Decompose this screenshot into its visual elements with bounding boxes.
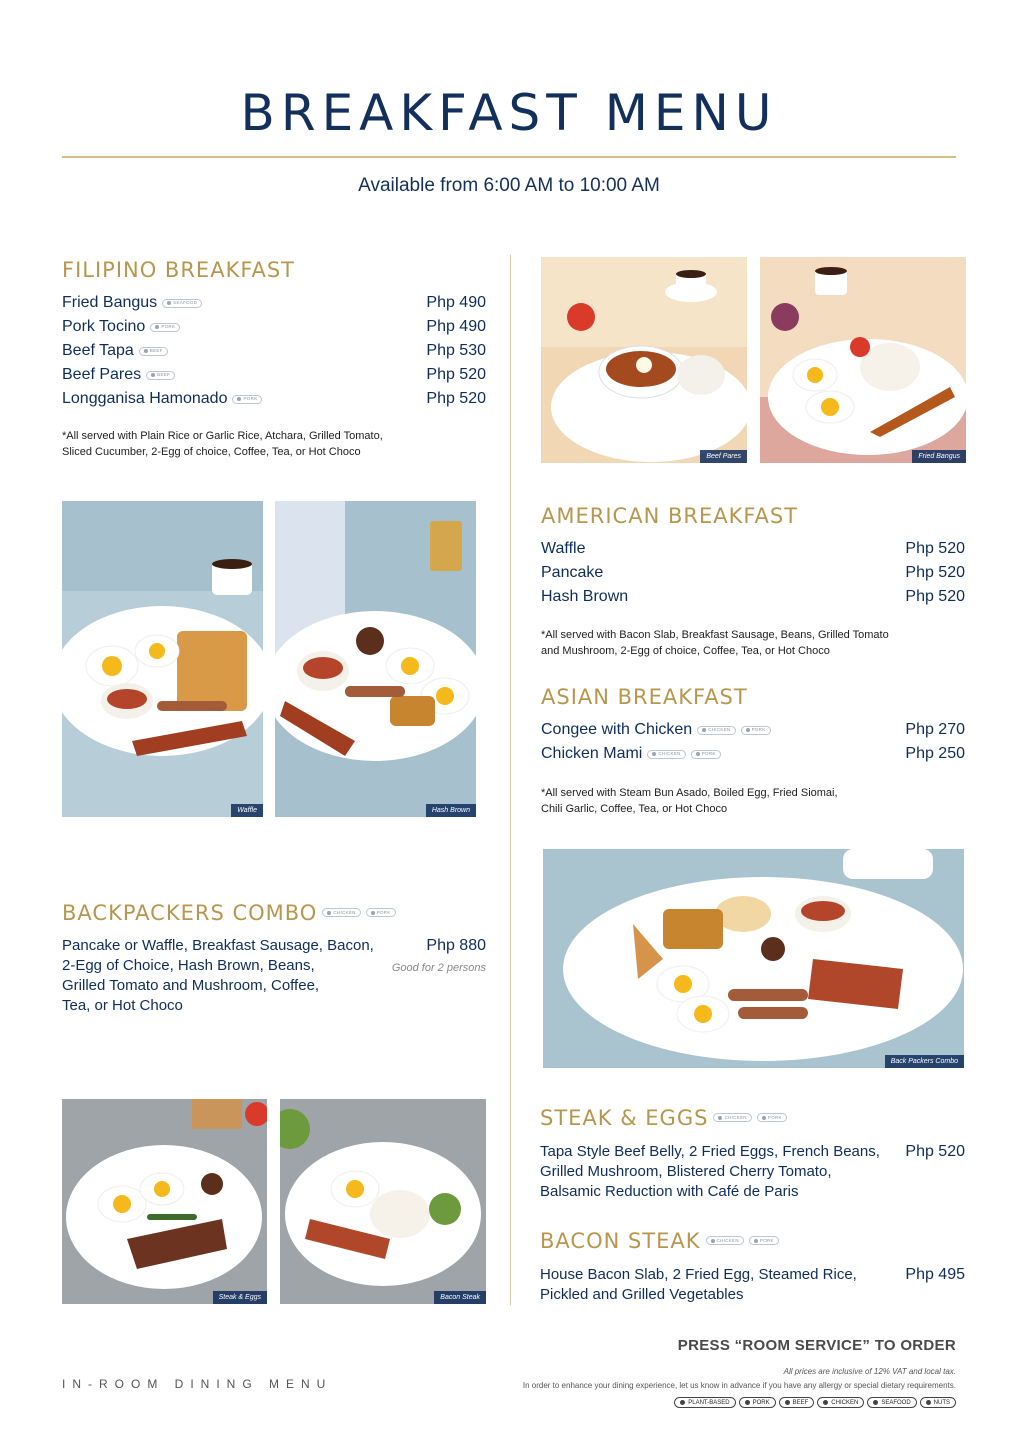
dietary-tag-label: CHICKEN — [716, 1238, 739, 1244]
menu-footer-label: IN-ROOM DINING MENU — [62, 1377, 333, 1391]
description-line: Grilled Tomato and Mushroom, Coffee, — [62, 977, 320, 994]
menu-item — [62, 339, 168, 363]
menu-item — [62, 387, 262, 411]
photo-caption: Back Packers Combo — [885, 1055, 964, 1068]
photo-caption: Steak & Eggs — [213, 1291, 267, 1304]
chicken-icon — [711, 1239, 715, 1243]
dietary-tag — [162, 299, 202, 308]
beef-pares-photo — [541, 257, 747, 463]
steak-eggs-section-title: STEAK & EGGS — [540, 1106, 709, 1130]
steak-eggs-tags — [708, 1109, 786, 1127]
american-note-line: *All served with Bacon Slab, Breakfast Sausage, Beans, Grilled Tomato — [541, 629, 889, 641]
menu-item-price: Php 530 — [426, 342, 486, 359]
description-line: Pancake or Waffle, Breakfast Sausage, Bacon, — [62, 937, 374, 954]
filipino-note-line: *All served with Plain Rice or Garlic Rice, Atchara, Grilled Tomato, — [62, 430, 383, 442]
legend-item — [867, 1397, 916, 1408]
dietary-tag-label: BEEF — [149, 348, 163, 353]
american-note-line: and Mushroom, 2-Egg of choice, Coffee, Tea, or Hot Choco — [541, 644, 830, 657]
dietary-tag-label: CHICKEN — [333, 910, 356, 916]
backpackers-description — [62, 936, 382, 1016]
dietary-tag — [749, 1236, 779, 1245]
steak-eggs-title-row — [540, 1106, 787, 1130]
dietary-tag — [706, 1236, 744, 1245]
description-line: House Bacon Slab, 2 Fried Egg, Steamed Rice, — [540, 1266, 857, 1283]
legend-label: CHICKEN — [831, 1399, 859, 1406]
steak-eggs-description — [540, 1142, 880, 1202]
description-line: Tapa Style Beef Belly, 2 Fried Eggs, French Beans, — [540, 1143, 880, 1160]
american-section-title: AMERICAN BREAKFAST — [541, 504, 799, 528]
menu-item-name: Beef Tapa — [62, 342, 134, 359]
menu-item — [541, 742, 721, 766]
allergy-note: In order to enhance your dining experience, let us know in advance if you have any allergy or special dietary requirements. — [522, 1381, 956, 1390]
dietary-tag-label: PORK — [701, 751, 716, 756]
menu-item-price: Php 490 — [426, 318, 486, 335]
dietary-tag — [150, 323, 180, 332]
description-line: Pickled and Grilled Vegetables — [540, 1286, 744, 1303]
menu-item-name: Pork Tocino — [62, 318, 146, 335]
order-instruction: PRESS “ROOM SERVICE” TO ORDER — [677, 1337, 956, 1354]
dietary-tag — [741, 726, 771, 735]
pork-icon — [237, 397, 241, 401]
dietary-tag — [139, 347, 168, 356]
menu-item — [541, 561, 603, 585]
menu-item — [541, 585, 628, 609]
beef-icon — [144, 349, 148, 353]
chicken-icon — [718, 1116, 722, 1120]
menu-item — [62, 315, 180, 339]
title-divider — [62, 156, 956, 158]
bacon-steak-photo — [280, 1099, 486, 1304]
dietary-tag — [322, 908, 360, 917]
description-line: 2-Egg of Choice, Hash Brown, Beans, — [62, 957, 315, 974]
legend-label: NUTS — [933, 1399, 950, 1406]
beef-icon — [151, 373, 155, 377]
steak-eggs-price: Php 520 — [905, 1143, 965, 1160]
page-title: BREAKFAST MENU — [240, 84, 778, 142]
dietary-tag — [232, 395, 262, 404]
chicken-icon — [652, 752, 656, 756]
photo-caption: Beef Pares — [700, 450, 747, 463]
menu-item-name: Longganisa Hamonado — [62, 390, 228, 407]
legend-label: PORK — [752, 1399, 770, 1406]
bacon-steak-price: Php 495 — [905, 1266, 965, 1283]
menu-item-price: Php 520 — [905, 564, 965, 581]
backpackers-price: Php 880 — [426, 937, 486, 954]
dietary-tag — [647, 750, 685, 759]
plant-based-icon — [680, 1400, 685, 1405]
dietary-tag — [697, 726, 735, 735]
pork-icon — [762, 1116, 766, 1120]
backpackers-title-row — [62, 901, 396, 925]
dietary-tag-label: PORK — [759, 1238, 774, 1244]
menu-item-price: Php 520 — [426, 390, 486, 407]
description-line: Balsamic Reduction with Café de Paris — [540, 1183, 799, 1200]
dietary-tag-label: CHICKEN — [658, 751, 681, 756]
pork-icon — [746, 728, 750, 732]
pork-icon — [745, 1400, 750, 1405]
menu-item-name: Beef Pares — [62, 366, 142, 383]
seafood-icon — [167, 301, 171, 305]
legend-label: BEEF — [792, 1399, 809, 1406]
menu-item-price: Php 270 — [905, 721, 965, 738]
menu-item-price: Php 520 — [905, 588, 965, 605]
menu-item-price: Php 520 — [426, 366, 486, 383]
menu-item-name: Hash Brown — [541, 588, 629, 605]
legend-item — [920, 1397, 956, 1408]
menu-item-price: Php 520 — [905, 540, 965, 557]
photo-caption: Bacon Steak — [434, 1291, 486, 1304]
legend-item — [779, 1397, 815, 1408]
menu-item — [62, 363, 175, 387]
dietary-legend — [674, 1397, 956, 1408]
filipino-note-line: Sliced Cucumber, 2-Egg of choice, Coffee, Tea, or Hot Choco — [62, 445, 361, 458]
filipino-section-title: FILIPINO BREAKFAST — [62, 258, 296, 282]
asian-note-line: Chili Garlic, Coffee, Tea, or Hot Choco — [541, 802, 728, 815]
seafood-icon — [873, 1400, 878, 1405]
bacon-steak-title-row — [540, 1229, 779, 1253]
chicken-icon — [823, 1400, 828, 1405]
legend-item — [739, 1397, 776, 1408]
description-line: Grilled Mushroom, Blistered Cherry Tomato, — [540, 1163, 832, 1180]
dietary-tag-label: SEAFOOD — [173, 300, 198, 305]
dietary-tag — [757, 1113, 787, 1122]
backpackers-serving-note: Good for 2 persons — [391, 962, 486, 974]
nuts-icon — [926, 1400, 931, 1405]
dietary-tag-label: PORK — [376, 910, 391, 916]
legend-item — [817, 1397, 864, 1408]
legend-item — [674, 1397, 735, 1408]
menu-item — [541, 537, 585, 561]
dietary-tag-label: PORK — [161, 324, 176, 329]
backpackers-tags — [317, 904, 395, 922]
fried-bangus-photo — [760, 257, 966, 463]
pork-icon — [754, 1239, 758, 1243]
menu-item-name: Waffle — [541, 540, 586, 557]
availability-text: Available from 6:00 AM to 10:00 AM — [358, 175, 660, 196]
backpackers-section-title: BACKPACKERS COMBO — [62, 901, 318, 925]
bacon-steak-description — [540, 1265, 880, 1305]
asian-section-title: ASIAN BREAKFAST — [541, 685, 748, 709]
dietary-tag-label: PORK — [751, 727, 766, 732]
photo-caption: Hash Brown — [426, 804, 476, 817]
description-line: Tea, or Hot Choco — [62, 997, 183, 1014]
dietary-tag-label: CHICKEN — [708, 727, 731, 732]
menu-item-price: Php 250 — [905, 745, 965, 762]
dietary-tag — [146, 371, 175, 380]
menu-item — [541, 718, 771, 742]
menu-item-price: Php 490 — [426, 294, 486, 311]
waffle-photo — [62, 501, 263, 817]
photo-caption: Fried Bangus — [912, 450, 966, 463]
chicken-icon — [327, 911, 331, 915]
dietary-tag-label: PORK — [767, 1115, 782, 1121]
pork-icon — [155, 325, 159, 329]
bacon-steak-tags — [701, 1232, 779, 1250]
pork-icon — [696, 752, 700, 756]
menu-item-name: Pancake — [541, 564, 604, 581]
back-packers-combo-photo — [543, 849, 964, 1068]
beef-icon — [785, 1400, 790, 1405]
photo-caption: Waffle — [231, 804, 263, 817]
pork-icon — [371, 911, 375, 915]
menu-item — [62, 291, 202, 315]
dietary-tag-label: CHICKEN — [724, 1115, 747, 1121]
vat-note: All prices are inclusive of 12% VAT and local tax. — [783, 1367, 956, 1376]
dietary-tag — [366, 908, 396, 917]
dietary-tag-label: PORK — [243, 396, 258, 401]
bacon-steak-section-title: BACON STEAK — [540, 1229, 701, 1253]
dietary-tag — [691, 750, 721, 759]
legend-label: PLANT-BASED — [688, 1399, 730, 1406]
chicken-icon — [702, 728, 706, 732]
menu-item-name: Congee with Chicken — [541, 721, 693, 738]
menu-item-name: Fried Bangus — [62, 294, 158, 311]
legend-label: SEAFOOD — [881, 1399, 911, 1406]
asian-note — [541, 786, 961, 817]
asian-note-line: *All served with Steam Bun Asado, Boiled Egg, Fried Siomai, — [541, 787, 838, 799]
filipino-note — [62, 429, 482, 460]
hash-brown-photo — [275, 501, 476, 817]
dietary-tag-label: BEEF — [157, 372, 171, 377]
menu-item-name: Chicken Mami — [541, 745, 643, 762]
american-note — [541, 628, 961, 659]
dietary-tag — [713, 1113, 751, 1122]
column-divider — [510, 255, 511, 1305]
steak-eggs-photo — [62, 1099, 267, 1304]
